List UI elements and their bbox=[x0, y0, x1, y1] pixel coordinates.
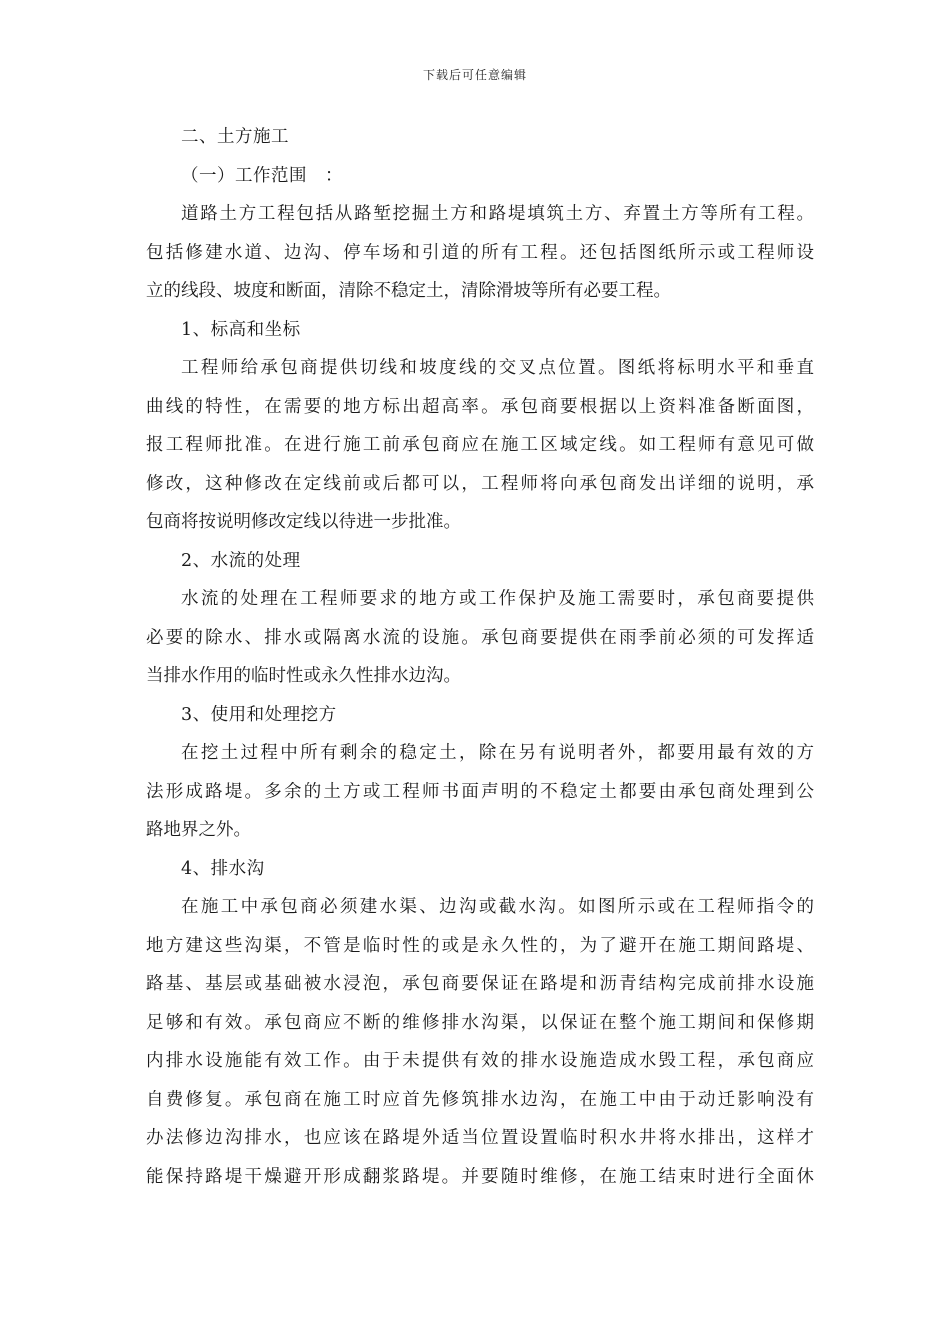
paragraph-line: 包商将按说明修改定线以待进一步批准。 bbox=[146, 512, 461, 532]
paragraph-line: 必要的除水、排水或隔离水流的设施。承包商要提供在雨季前必须的可发挥适 bbox=[146, 627, 814, 648]
paragraph-line: 报工程师批准。在进行施工前承包商应在施工区域定线。如工程师有意见可做 bbox=[146, 435, 814, 455]
paragraph-line: 路地界之外。 bbox=[146, 820, 251, 840]
paragraph-line: 内排水设施能有效工作。由于未提供有效的排水设施造成水毁工程，承包商应 bbox=[146, 1051, 814, 1071]
paragraph-line: 路基、基层或基础被水浸泡，承包商要保证在路堤和沥青结构完成前排水设施 bbox=[146, 974, 814, 994]
paragraph-line: 修改，这种修改在定线前或后都可以，工程师将向承包商发出详细的说明，承 bbox=[146, 473, 814, 494]
section-heading: 1、标高和坐标 bbox=[181, 319, 301, 340]
section-heading: 二、土方施工 bbox=[181, 127, 289, 147]
paragraph-line: 在挖土过程中所有剩余的稳定土，除在另有说明者外，都要用最有效的方 bbox=[181, 743, 814, 763]
paragraph-line: 水流的处理在工程师要求的地方或工作保护及施工需要时，承包商要提供 bbox=[181, 589, 814, 609]
paragraph-line: 道路土方工程包括从路堑挖掘土方和路堤填筑土方、弃置土方等所有工程。 bbox=[181, 204, 814, 224]
section-heading: 4、排水沟 bbox=[181, 858, 265, 879]
paragraph-line: 工程师给承包商提供切线和坡度线的交叉点位置。图纸将标明水平和垂直 bbox=[181, 358, 814, 378]
paragraph-line: 立的线段、坡度和断面，清除不稳定土，清除滑坡等所有必要工程。 bbox=[146, 281, 671, 301]
paragraph-line: 在施工中承包商必须建水渠、边沟或截水沟。如图所示或在工程师指令的 bbox=[181, 897, 814, 917]
paragraph-line: 自费修复。承包商在施工时应首先修筑排水边沟，在施工中由于动迁影响没有 bbox=[146, 1089, 814, 1110]
paragraph-line: 包括修建水道、边沟、停车场和引道的所有工程。还包括图纸所示或工程师设 bbox=[146, 242, 814, 263]
section-heading: （一）工作范围 ： bbox=[181, 165, 343, 186]
document-body bbox=[146, 118, 814, 1196]
paragraph-line: 能保持路堤干燥避开形成翻浆路堤。并要随时维修，在施工结束时进行全面休 bbox=[146, 1166, 814, 1187]
paragraph-line: 当排水作用的临时性或永久性排水边沟。 bbox=[146, 666, 461, 686]
section-heading: 2、水流的处理 bbox=[181, 550, 301, 571]
paragraph-line: 曲线的特性，在需要的地方标出超高率。承包商要根据以上资料准备断面图， bbox=[146, 396, 814, 417]
header-note: 下载后可任意编辑 bbox=[422, 68, 527, 82]
section-heading: 3、使用和处理挖方 bbox=[181, 704, 337, 725]
paragraph-line: 法形成路堤。多余的土方或工程师书面声明的不稳定土都要由承包商处理到公 bbox=[146, 781, 814, 802]
paragraph-line: 办法修边沟排水，也应该在路堤外适当位置设置临时积水井将水排出，这样才 bbox=[146, 1128, 814, 1148]
paragraph-line: 足够和有效。承包商应不断的维修排水沟渠，以保证在整个施工期间和保修期 bbox=[146, 1012, 814, 1033]
paragraph-line: 地方建这些沟渠，不管是临时性的或是永久性的，为了避开在施工期间路堤、 bbox=[146, 935, 814, 956]
